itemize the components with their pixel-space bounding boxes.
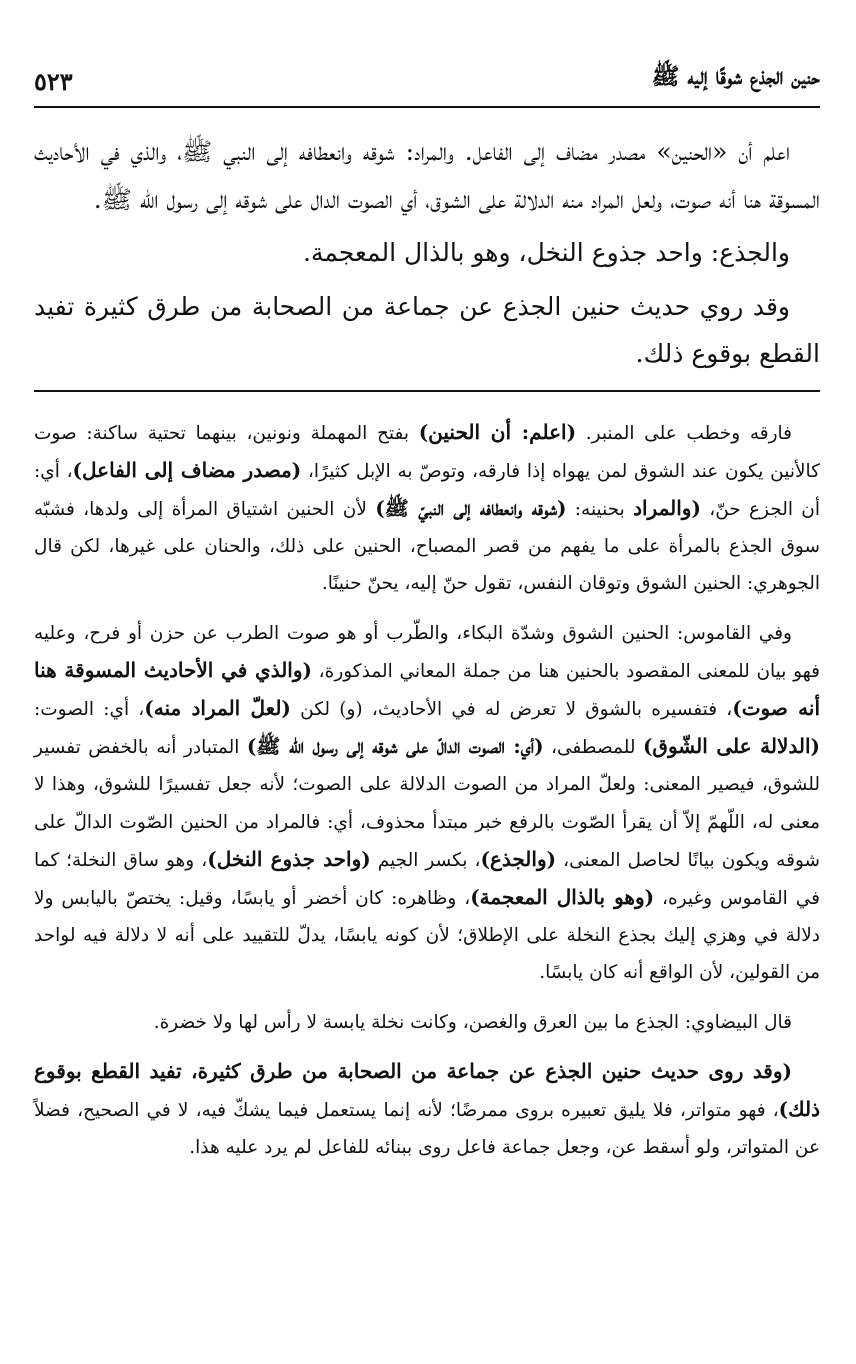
text-run: ، وهو ساق النخلة؛ كما في القاموس وغيره، [34,849,820,909]
running-title: حنين الجذع شوقًا إليه ﷺ [651,63,820,90]
main-paragraph: والجذع: واحد جذوع النخل، وهو بالذال المعجمة. [303,238,790,267]
commentary-paragraph [34,1053,820,1167]
text-run: المتبادر أنه بالخفض تفسير للشوق، فيصير المعنى: ولعلّ المراد من الصوت الدلالة على الصوت؛ لأنه جعل تفسيرًا للشوق، وهذا لا معنى له، اللّهمّ إلاّ أن يقرأ الصّوت بالرفع خبر مبتدأ محذوف، أي: فالمراد من الحنين الصّوت الدالّ على شوقه ويكون بيانًا لحاصل المعنى، [34,737,821,871]
text-run: ، أي: أن الجزع حنّ، [34,460,821,520]
quoted-matn: (واحد جذوع النخل) [207,846,371,871]
header-rule [34,106,820,108]
text-run: ، وظاهره: كان أخضر أو يابسًا، وقيل: يختصّ باليابس ولا دلالة في وهزي إليك بجذع النخلة على الإطلاق؛ لأن كونه يابسًا، يدلّ للتقييد على أنه لا دلالة فيه لواحد من القولين، لأن الواقع أنه كان يابسًا. [34,887,820,984]
text-run: ، فهو متواتر، فلا يليق تعبيره بروى ممرضًا؛ لأنه إنما يستعمل فيما يشكّ فيه، لا في الصحيح، فضلاً عن المتواتر، ولو أسقط عن، وجعل جماعة فاعل روى ببنائه للفاعل لم يرد عليه هذا. [34,1099,820,1159]
commentary-paragraph [34,615,820,992]
quoted-matn: (والجذع) [480,846,557,871]
main-text [34,128,820,378]
page-header [34,0,820,96]
commentary-text [34,414,820,1167]
quoted-matn: (لعلّ المراد منه) [144,695,291,720]
quoted-matn: (شوقه وانعطافه إلى النبيّ ﷺ) [375,495,567,520]
quoted-matn: (اعلم: أن الحنين) [418,419,577,444]
quoted-matn: (وقد روى حديث حنين الجذع عن جماعة من الصحابة من طرق كثيرة، تفيد القطع بوقوع ذلك) [34,1058,820,1121]
text-run: بفتح المهملة ونونين، بينهما تحتية ساكنة: صوت كالأنين يكون عند الشوق لمن يهواه إذا فارقه، وتوصّ به الإبل كثيرًا، [34,422,820,482]
text-run: ، أي: الصوت: [34,698,145,720]
text-run: ، فتفسيره بالشوق لا تعرض له في الأحاديث، (و) لكن [290,698,733,720]
quoted-matn: (مصدر مضاف إلى الفاعل) [72,457,302,482]
quoted-matn: (الدلالة على الشّوق) [642,734,820,759]
commentary-paragraph [34,414,820,603]
quoted-matn: (أي: الصوت الدالّ على شوقه إلى رسول الله ﷺ) [246,734,544,759]
text-run: فارقه وخطب على المنبر. [576,422,792,444]
text-run: وفي القاموس: الحنين الشوق وشدّة البكاء، والطّرب أو هو صوت الطرب عن حزن أو فرح، وعليه فهو بيان للمعنى المقصود بالحنين هنا من جملة المعاني المذكورة، [34,622,820,682]
text-run: ، بكسر الجيم [370,849,481,871]
text-run: للمصطفى، [543,737,643,759]
main-paragraph: وقد روي حديث حنين الجذع عن جماعة من الصحابة من طرق كثيرة تفيد القطع بوقوع ذلك. [34,291,820,368]
commentary-separator [34,390,820,392]
quoted-matn: (والذي في الأحاديث المسوقة هنا أنه صوت) [34,657,820,720]
text-run: لأن الحنين اشتياق المرأة إلى ولدها، فشبّه سوق الجذع بالمرأة على ما يفهم من قصر المصباح، الحنين على ذلك، والحنان على غيرها، لكن قال الجوهري: الحنين الشوق وتوقان النفس، تقول حنّ إليه، يحنّ حنينًا. [34,498,820,595]
commentary-paragraph: قال البيضاوي: الجذع ما بين العرق والغصن، وكانت نخلة يابسة لا رأس لها ولا خضرة. [153,1011,792,1033]
page-number: ٥٢٣ [34,67,73,96]
main-paragraph: اعلم أن «الحنين» مصدر مضاف إلى الفاعل. والمراد: شوقه وانعطافه إلى النبي ﷺ، والذي في الأحاديث المسوقة هنا أنه صوت، ولعل المراد منه الدلالة على الشوق، أي الصوت الدال على شوقه إلى رسول الله ﷺ. [34,137,820,214]
quoted-matn: (والمراد [633,495,701,520]
quoted-matn: (وهو بالذال المعجمة) [470,884,655,909]
text-run: بحنينه: [566,498,634,520]
